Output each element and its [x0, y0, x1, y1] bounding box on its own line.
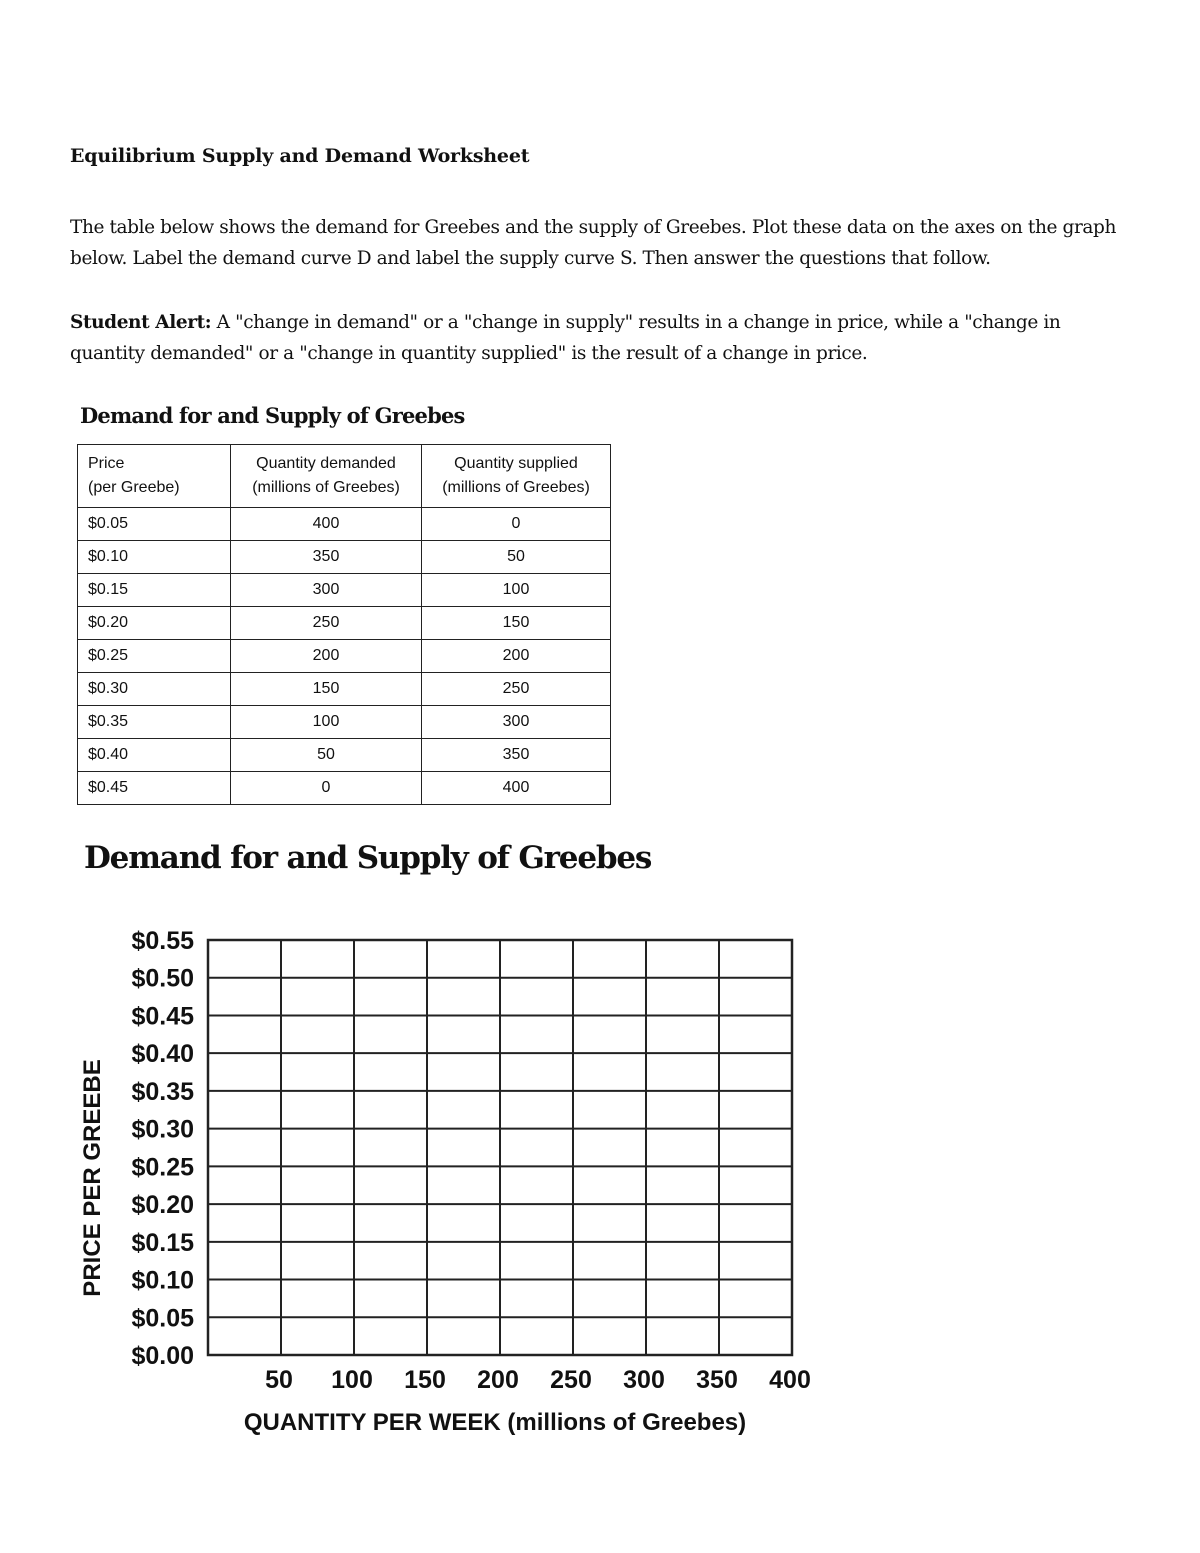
cell-quantity-demanded: 100 — [231, 706, 422, 739]
table-header-row — [78, 445, 611, 508]
cell-quantity-demanded: 50 — [231, 739, 422, 772]
demand-supply-table — [77, 444, 611, 805]
header-price: Price (per Greebe) — [78, 445, 231, 508]
table-row — [78, 640, 611, 673]
y-tick-label: $0.35 — [131, 1077, 194, 1106]
cell-price: $0.15 — [78, 574, 231, 607]
y-tick-label: $0.55 — [131, 927, 194, 955]
table-title: Demand for and Supply of Greebes — [80, 403, 465, 428]
table-row — [78, 541, 611, 574]
header-quantity-supplied: Quantity supplied (millions of Greebes) — [422, 445, 611, 508]
x-axis-title: QUANTITY PER WEEK (millions of Greebes) — [243, 1409, 747, 1436]
cell-price: $0.35 — [78, 706, 231, 739]
alert-label: Student Alert: — [70, 312, 212, 333]
table-row — [78, 673, 611, 706]
y-tick-label: $0.15 — [131, 1228, 194, 1257]
cell-quantity-demanded: 150 — [231, 673, 422, 706]
cell-quantity-demanded: 400 — [231, 508, 422, 541]
cell-quantity-demanded: 300 — [231, 574, 422, 607]
alert-text: A "change in demand" or a "change in supply" results in a change in price, while a "change in quantity demanded" or a "change in quantity supplied" is the result of a change in price. — [70, 312, 1061, 364]
student-alert-paragraph — [70, 307, 1140, 369]
cell-price: $0.05 — [78, 508, 231, 541]
x-tick-label: 50 — [265, 1366, 293, 1394]
document-title: Equilibrium Supply and Demand Worksheet — [70, 145, 530, 167]
x-tick-label: 350 — [696, 1366, 738, 1394]
table-row — [78, 574, 611, 607]
x-tick-label: 150 — [404, 1366, 446, 1394]
header-quantity-demanded: Quantity demanded (millions of Greebes) — [231, 445, 422, 508]
x-tick-label: 400 — [769, 1366, 811, 1394]
cell-quantity-demanded: 200 — [231, 640, 422, 673]
y-tick-label: $0.05 — [131, 1304, 194, 1333]
cell-quantity-supplied: 400 — [422, 772, 611, 805]
cell-quantity-supplied: 250 — [422, 673, 611, 706]
table-row — [78, 706, 611, 739]
intro-paragraph: The table below shows the demand for Greebes and the supply of Greebes. Plot these data on the axes on the graph below. Label the demand curve D and label the supply curve S. Then answer the questions that follow. — [70, 217, 1116, 269]
cell-quantity-supplied: 200 — [422, 640, 611, 673]
table-row — [78, 739, 611, 772]
cell-price: $0.20 — [78, 607, 231, 640]
chart-title: Demand for and Supply of Greebes — [84, 840, 652, 876]
cell-quantity-supplied: 300 — [422, 706, 611, 739]
cell-price: $0.10 — [78, 541, 231, 574]
y-tick-label: $0.25 — [131, 1153, 194, 1182]
y-tick-label: $0.10 — [131, 1266, 194, 1295]
cell-price: $0.40 — [78, 739, 231, 772]
y-tick-label: $0.20 — [131, 1191, 194, 1220]
y-axis-title: PRICE PER GREEBE — [79, 1059, 106, 1297]
y-tick-label: $0.30 — [131, 1115, 194, 1144]
x-tick-label: 200 — [477, 1366, 519, 1394]
cell-quantity-supplied: 0 — [422, 508, 611, 541]
cell-price: $0.25 — [78, 640, 231, 673]
x-tick-label: 250 — [550, 1366, 592, 1394]
cell-quantity-demanded: 250 — [231, 607, 422, 640]
cell-quantity-supplied: 50 — [422, 541, 611, 574]
cell-quantity-supplied: 350 — [422, 739, 611, 772]
cell-quantity-supplied: 100 — [422, 574, 611, 607]
x-tick-label: 300 — [623, 1366, 665, 1394]
y-tick-label: $0.00 — [131, 1342, 194, 1370]
cell-quantity-demanded: 0 — [231, 772, 422, 805]
price-quantity-grid-chart — [70, 900, 830, 1460]
y-tick-label: $0.40 — [131, 1040, 194, 1069]
table-row — [78, 607, 611, 640]
table-row — [78, 772, 611, 805]
cell-quantity-supplied: 150 — [422, 607, 611, 640]
y-tick-label: $0.50 — [131, 964, 194, 993]
cell-quantity-demanded: 350 — [231, 541, 422, 574]
table-row — [78, 508, 611, 541]
cell-price: $0.30 — [78, 673, 231, 706]
cell-price: $0.45 — [78, 772, 231, 805]
y-tick-label: $0.45 — [131, 1002, 194, 1031]
x-tick-label: 100 — [331, 1366, 373, 1394]
